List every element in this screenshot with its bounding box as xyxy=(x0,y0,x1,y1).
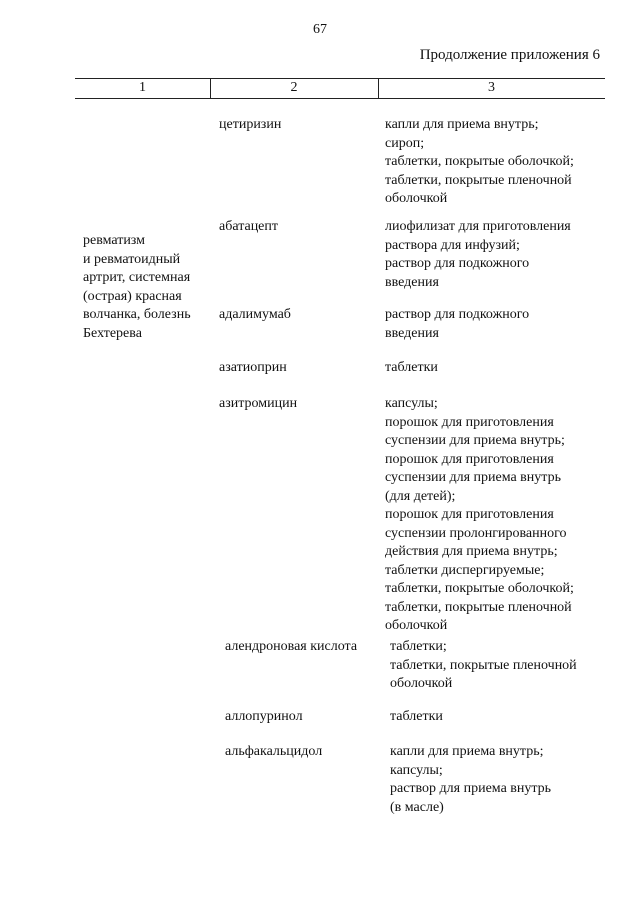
drug-name: азатиоприн xyxy=(219,360,287,375)
table-header-bottom-rule xyxy=(75,98,605,99)
drug-name: аллопуринол xyxy=(225,709,303,724)
dosage-forms xyxy=(385,359,438,378)
dosage-form-line: сироп; xyxy=(385,135,425,151)
dosage-form-line: таблетки, покрытые оболочкой; xyxy=(385,154,574,169)
drug-name: цетиризин xyxy=(219,117,282,132)
disease-cell xyxy=(83,232,191,343)
dosage-forms xyxy=(390,708,443,727)
column-number-3: 3 xyxy=(488,80,495,95)
dosage-form-line: таблетки, покрытые пленочной xyxy=(385,599,572,615)
drug-name: альфакальцидол xyxy=(225,744,323,759)
dosage-form-line: (для детей); xyxy=(385,488,456,504)
dosage-form-line: лиофилизат для приготовления xyxy=(385,219,571,234)
disease-line: артрит, системная xyxy=(83,270,191,285)
dosage-form-line: действия для приема внутрь; xyxy=(385,544,558,559)
dosage-form-line: суспензии пролонгированного xyxy=(385,525,567,541)
dosage-form-line: оболочкой xyxy=(385,618,448,633)
drug-name: алендроновая кислота xyxy=(225,639,358,654)
dosage-forms xyxy=(385,395,574,636)
dosage-form-line: таблетки, покрытые пленочной xyxy=(390,657,577,673)
column-number-1: 1 xyxy=(139,80,146,95)
disease-line: Бехтерева xyxy=(83,325,142,341)
dosage-forms xyxy=(385,306,529,343)
dosage-form-line: раствора для инфузий; xyxy=(385,237,520,253)
dosage-form-line: таблетки диспергируемые; xyxy=(385,562,545,578)
column-number-2: 2 xyxy=(290,80,298,95)
dosage-forms xyxy=(390,743,551,817)
dosage-form-line: капсулы; xyxy=(385,396,438,411)
dosage-form-line: суспензии для приема внутрь xyxy=(385,470,561,485)
continuation-heading: Продолжение приложения 6 xyxy=(419,47,600,63)
dosage-form-line: таблетки, покрытые оболочкой; xyxy=(385,581,574,596)
dosage-forms xyxy=(385,218,571,292)
page-number: 67 xyxy=(313,22,327,37)
dosage-form-line: порошок для приготовления xyxy=(385,451,554,467)
dosage-form-line: (в масле) xyxy=(390,799,444,815)
dosage-form-line: раствор для подкожного xyxy=(385,307,530,322)
table-top-rule xyxy=(75,78,605,79)
drug-name: адалимумаб xyxy=(219,307,291,322)
disease-line: (острая) красная xyxy=(83,288,182,304)
dosage-form-line: капли для приема внутрь; xyxy=(385,117,539,132)
dosage-form-line: суспензии для приема внутрь; xyxy=(385,433,565,448)
disease-line: ревматизм xyxy=(83,233,146,248)
dosage-forms xyxy=(390,638,577,694)
dosage-form-line: раствор для приема внутрь xyxy=(390,781,552,796)
dosage-form-line: капсулы; xyxy=(390,762,443,778)
dosage-form-line: таблетки xyxy=(385,360,438,375)
dosage-form-line: таблетки; xyxy=(390,639,447,654)
dosage-form-line: таблетки, покрытые пленочной xyxy=(385,172,572,188)
dosage-form-line: введения xyxy=(385,325,439,341)
drug-name: азитромицин xyxy=(219,396,298,411)
dosage-form-line: капли для приема внутрь; xyxy=(390,744,544,759)
dosage-form-line: введения xyxy=(385,274,439,290)
dosage-form-line: оболочкой xyxy=(390,676,453,691)
disease-line: волчанка, болезнь xyxy=(83,307,191,322)
dosage-form-line: порошок для приготовления xyxy=(385,507,554,522)
dosage-form-line: оболочкой xyxy=(385,191,448,206)
dosage-form-line: таблетки xyxy=(390,709,443,724)
dosage-form-line: раствор для подкожного xyxy=(385,256,530,271)
disease-line: и ревматоидный xyxy=(83,251,181,267)
drug-name: абатацепт xyxy=(219,219,279,234)
dosage-forms xyxy=(385,116,574,209)
dosage-form-line: порошок для приготовления xyxy=(385,414,554,430)
